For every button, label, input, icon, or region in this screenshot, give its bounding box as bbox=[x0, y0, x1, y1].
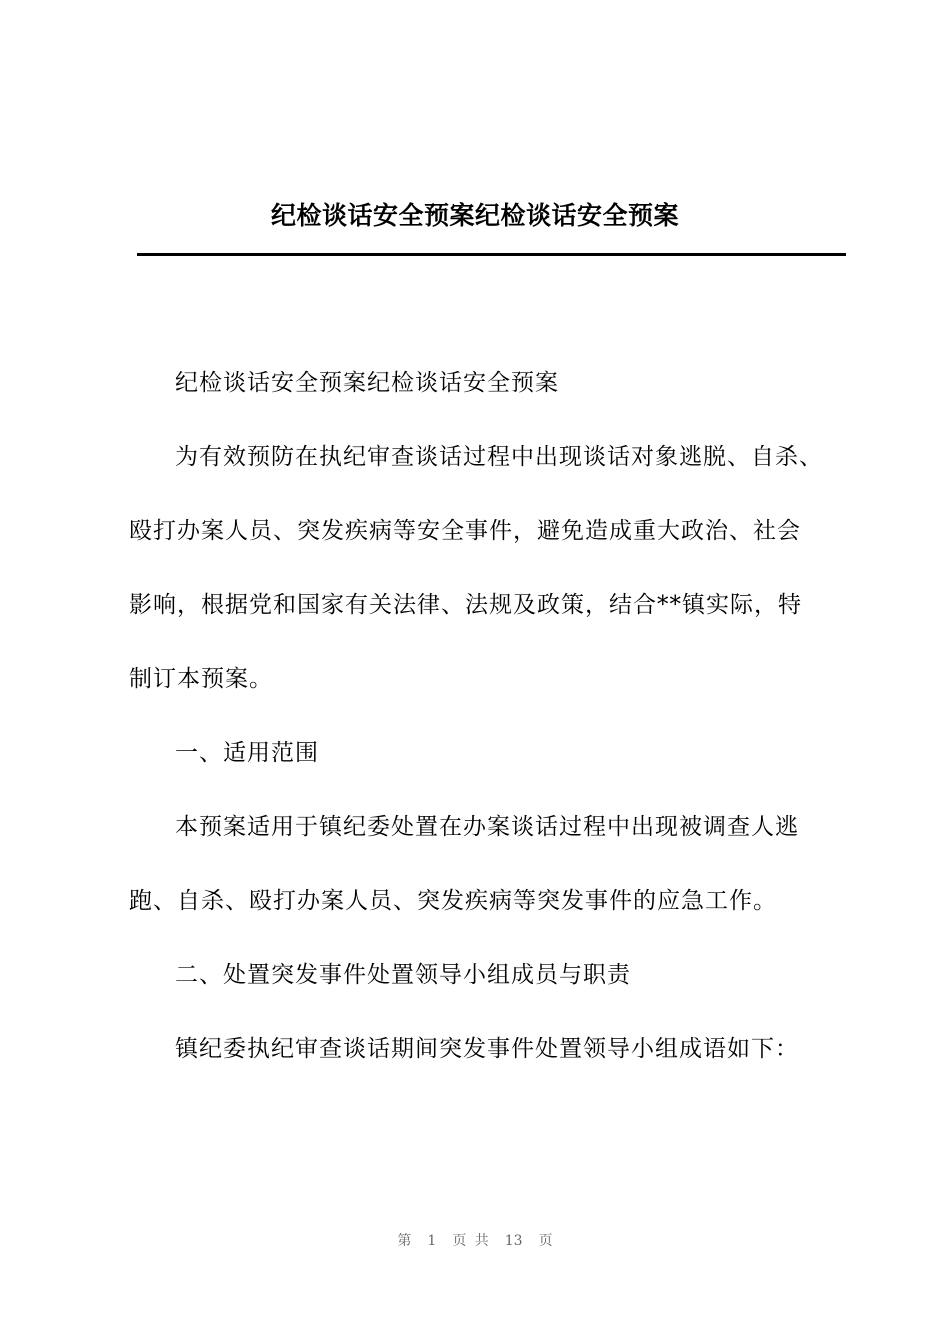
footer-label-of: 页 共 bbox=[452, 1233, 489, 1249]
footer-label-page: 第 bbox=[397, 1233, 412, 1249]
body-line: 跑、自杀、殴打办案人员、突发疾病等突发事件的应急工作。 bbox=[129, 888, 777, 914]
footer-total-pages: 13 bbox=[504, 1233, 523, 1249]
footer-label-pages: 页 bbox=[538, 1233, 553, 1249]
section-heading: 二、处置突发事件处置领导小组成员与职责 bbox=[175, 962, 631, 988]
document-body bbox=[129, 346, 849, 1086]
body-line: 为有效预防在执纪审查谈话过程中出现谈话对象逃脱、自杀、 bbox=[175, 444, 823, 470]
body-line: 纪检谈话安全预案纪检谈话安全预案 bbox=[175, 370, 559, 396]
body-line: 本预案适用于镇纪委处置在办案谈话过程中出现被调查人逃 bbox=[175, 814, 799, 840]
footer-page-number: 1 bbox=[427, 1233, 437, 1249]
body-line: 殴打办案人员、突发疾病等安全事件，避免造成重大政治、社会 bbox=[129, 518, 801, 544]
document-title: 纪检谈话安全预案纪检谈话安全预案 bbox=[270, 201, 679, 230]
page-footer bbox=[0, 1230, 950, 1250]
body-line: 制订本预案。 bbox=[129, 666, 273, 692]
body-line: 影响，根据党和国家有关法律、法规及政策，结合**镇实际，特 bbox=[129, 592, 802, 618]
section-heading: 一、适用范围 bbox=[175, 740, 319, 766]
body-line: 镇纪委执纪审查谈话期间突发事件处置领导小组成语如下： bbox=[175, 1036, 799, 1062]
title-underline bbox=[137, 253, 846, 256]
